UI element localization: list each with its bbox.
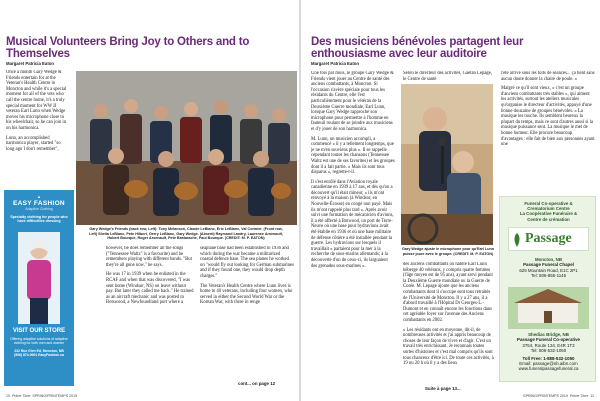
paragraph: « Les résidants ont en moyenne, dit-il, de nombreuses activités et j'ai appris beaucoup de choses de leur façon de vivre et d'agir. C'est un travail très enrichissant. Je reconnais toutes sortes d'histoires et c'est mal compris qu'ils sont tous chanceux d'être ici. De toute ces activités, à 19 ou 20 h où il y a des lieux — [403, 327, 494, 367]
paragraph: des anciens combattants où habite Earl Lunn héberge 40 vétérans, y compris quatre femmes (l'âge moyen est de 95 ans), ayant servi pendant la Deuxième Guerre mondiale ou la Guerre de Corée. M. Lepage ajoute que les anciens combattants dont il s'occupe sont tous retraités de l'Université de Moncton. Il y a 27 ans, il a d'abord travaillé à l'Hôpital Dr Georges-L.-Dumont et en connaît encore les fonctions dans cet agréable foyer sur l'avenue des Anciens combattants en 2002. — [403, 262, 493, 323]
passage-funeral-ad[interactable] — [499, 196, 596, 382]
article-column-3 — [200, 246, 294, 380]
magazine-name: Prime Time — [12, 394, 31, 398]
issue-label: SPRING/PRINTEMPS 2019 — [32, 394, 78, 398]
ad-heading-line: Funeral Co-operative & — [524, 201, 573, 206]
right-page — [301, 0, 600, 401]
ad-location-name: Passage Funeral Chapel — [523, 262, 574, 268]
ad-address: 232 Rue Glen Ed, Moncton, NB — [14, 349, 64, 353]
paragraph: Malgré ce qu'il sont vieux, « c'est un groupe d'anciens combattants très stables », qui aiment les activités, surtout les ateliers musicales qu'organise le directeur d'activités, appuyé d'une bonne douzaine de groupes bénévoles. « La musique les touche. Ils semblent heureux la plupart du temps, mais ce sont d'autres aussi si la musique puissance sent. La musique le met de bonne humeur. Elle procure beaucoup d'avantages : elle fait de bien aux personnes ayant une — [501, 86, 595, 148]
paragraph: The Veteran's Health Centre where Lunn lives is home to 40 veterans, including four women, who served in either the Second World War or the Korean War, with three in renge — [200, 283, 293, 306]
ad-address: 625 Mountain Road, E1C 2P1 — [519, 267, 578, 273]
building-image — [508, 287, 589, 329]
left-page — [0, 0, 299, 401]
hanger-icon: ▲ — [37, 194, 41, 199]
photo-caption: Gary Wedge ajuste le microphone pour qu'Earl Lunn puisse jouer avec le groupe. (CREDIT: M. P. EATON) — [402, 247, 494, 256]
ad-phone: Tel: 506-532-1050 — [530, 348, 567, 354]
magazine-name: Prime Time — [569, 394, 589, 398]
ad-tollfree: Toll Free: 1-888-532-1050 — [522, 355, 575, 361]
byline: Margaret Patricia Eaton — [311, 61, 359, 66]
paragraph: Lunn, an accomplished harmonica player, started "so long ago I don't remember", — [6, 135, 61, 152]
paragraph: Selon le directeur des activités, Gaétan Lepage, le Centre de santé — [403, 71, 493, 82]
ad-website[interactable]: www.funeralpassagefuneral.ca — [518, 366, 579, 372]
ad-address: 3754, Route 134, E4R 1T3 — [522, 342, 575, 348]
paragraph: M. Lunn, un musicien accompli, a commencé « il y a tellement longtemps, que je ne m'en souviens plus ». Il se rappelle cependant toutes les chansons (Tennessee Waltz est une de ses favorites) et les groupes dont il a fait partie. « Mais ils sont tous disparus », regrette-t-il. — [311, 136, 395, 176]
article-column-2-continued — [403, 262, 495, 384]
band-photo-image — [76, 71, 297, 225]
issue-label: SPRING/PRINTEMPS 2019 — [523, 394, 568, 398]
ad-brand: EASY FASHION — [13, 200, 65, 207]
page-number: 11 — [590, 394, 594, 398]
paragraph: seaplane base had been established in 1936 and which during the war became a militarized coastal defence base. The sea planes he worked on "would fly out looking for German submarines and if they found one, they would drop depth charges." — [200, 246, 294, 279]
ad-tagline: Specialty clothing for people who have difficulties dressing — [10, 215, 68, 223]
ad-city: Shediac Bridge, NB — [528, 332, 569, 337]
page-footer — [523, 394, 594, 398]
article-column-3 — [501, 71, 595, 189]
paragraph: Une fois par mois, le groupe Gary Wedge & Friends vient jouer au Centre de santé des anciens combattants, à Moncton. Si l'occasion s'avère spéciale pour tous les résidants du Centre, elle l'est particulièrement pour le vétéran de la Deuxième Guerre mondiale, Earl Lunn, lorsque Gary Wedge rapproche son microphone pour permettre à l'homme en fauteuil roulant de se joindre aux musiciens et d'y jouer de son harmonica. — [311, 71, 394, 132]
continued-note[interactable]: cont... on page 12 — [238, 381, 276, 386]
ad-website: EasyFashion.ca — [38, 353, 64, 357]
paragraph: Once a month Gary Wedge & Friends entertain for at the Veteran's Health Centre in Moncton and while it's a special moment for all of the vets who call the centre home, it's a truly special moment for WW II veteran Earl Lunn when Wedge moves his microphone close to his wheelchair, so he can join in on his harmonica. — [6, 70, 67, 131]
ad-heading-line: Centre de crémation — [527, 216, 570, 222]
page-number: 10 — [6, 394, 10, 398]
page-title: Des musiciens bénévoles partagent leur enthousiasme avec leur auditoire — [311, 36, 524, 60]
article-column-2 — [106, 246, 194, 384]
veteran-photo — [401, 84, 493, 245]
article-column-2 — [403, 71, 495, 83]
paragraph: Il s'est enrôlé dans l'Aviation royale canadienne en 1939 à 17 ans, et dès qu'on a découvert qu'il était mineur, « ils m'ont renvoyé à la maison (à Windsor, en Nouvelle-Écosse) en congé non payé. Mais ils m'ont rappelé plus tard ». Après avoir suivi une formation de mécanicien d'avions, il a été affecté à Botwood, un port de Terre-Neuve où une base pour hydravions avait été établie en 1936 et où une base militaire de défense côtière a été installée pendant la guerre. Les hydravions sur lesquels il travaillait « partaient pour la mer à la recherche de sous-marins allemands; à la découverte d'un de ceux-ci, ils larguaient des grenades sous-marines ». — [311, 179, 394, 269]
passage-logo — [508, 227, 589, 251]
page-title: Musical Volunteers Bring Joy to Others and to Themselves — [6, 36, 250, 60]
ad-heading-line: Crematorium Centre — [527, 206, 570, 212]
paragraph: l'été arrivé sous les toits de séances... ça tient sans aucun doute donner la chaire de poule. » — [501, 71, 595, 82]
paragraph: He was 17 in 1939 when he enlisted in the RCAF and when that was discovered, "I was sent home (Windsor, NS) on leave without pay. But later they called me back." He trained as an aircraft mechanic and was posted to Botswood, a Newfoundland port where a — [106, 272, 194, 306]
ad-email[interactable]: Email: passage@nb.aibn.com — [519, 361, 578, 367]
model-image — [18, 232, 60, 324]
byline: Margaret Patricia Eaton — [6, 61, 54, 66]
passage-logo-text: Passage — [525, 231, 572, 246]
band-photo — [76, 71, 297, 225]
ad-phone: (506) 874-0001 — [14, 353, 38, 357]
easy-fashion-ad[interactable] — [4, 190, 74, 386]
ad-city: Moncton, NB — [534, 257, 563, 262]
ad-phone: Tel: 506-855-1145 — [530, 273, 567, 279]
paragraph: however, he does remember all the songs ("Tennessee Waltz" is a favourite) and he remembers playing with different bands. "But they're all gone now," he says. — [106, 246, 192, 268]
ad-description: Offering adaptive solutions of adaptive clothing for both men and women — [10, 337, 68, 345]
ad-subtitle: Adaptive Clothing — [25, 207, 53, 211]
leaf-icon — [511, 232, 523, 248]
article-column-1 — [6, 70, 70, 184]
veteran-photo-image — [401, 84, 493, 245]
photo-caption: Gary Wedge's Friends (back row, Left): Tony Melanson, Claude LeBlanc, Eric LeBlanc, Val Cormier. (Front row, Left) Shelia LeBlanc, Pete Hilbert, Gerry LeBlanc, Gary Wedge. (Absent) Raymond Landry, Laurence Arsenault, Hubert Bourque, Roger Arsenault, Pete Bastarache, Paul Bourque. (CREDIT: M. P. EATON) — [89, 227, 283, 241]
continued-note[interactable]: Suite à page 13... — [425, 386, 461, 391]
page-footer — [6, 394, 77, 398]
article-column-1 — [311, 71, 395, 388]
ad-heading-line: La Coopérative Funéraire & — [519, 211, 578, 217]
ad-title: VISIT OUR STORE — [12, 328, 66, 334]
ad-location-name: Passage Funeral Co-operative — [517, 337, 580, 343]
